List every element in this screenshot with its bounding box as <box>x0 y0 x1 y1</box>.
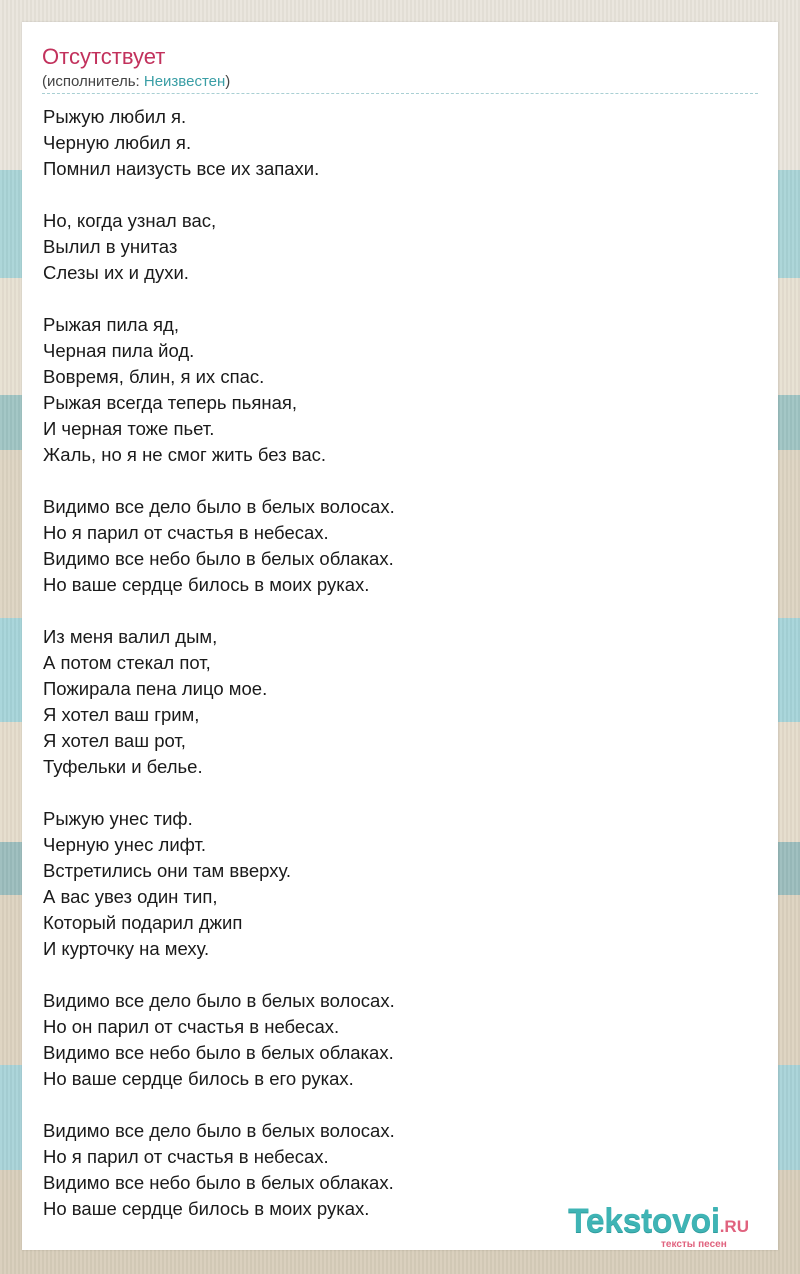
site-logo[interactable] <box>568 1204 749 1244</box>
lyrics-line: Черную любил я. <box>43 132 192 153</box>
lyrics-line: Рыжую любил я. <box>43 106 187 127</box>
lyrics-line: Встретились они там вверху. <box>43 860 291 881</box>
lyrics-stanza <box>43 494 395 598</box>
lyrics-line: Видимо все дело было в белых волосах. <box>43 1120 395 1141</box>
lyrics-line: Но ваше сердце билось в моих руках. <box>43 1198 370 1219</box>
lyrics-line: Но я парил от счастья в небесах. <box>43 522 329 543</box>
lyrics-line: Рыжую унес тиф. <box>43 808 193 829</box>
song-title: Отсутствует <box>42 44 166 69</box>
lyrics-line: Видимо все небо было в белых облаках. <box>43 1172 394 1193</box>
lyrics-stanza <box>43 104 395 182</box>
lyrics-line: Видимо все дело было в белых волосах. <box>43 496 395 517</box>
lyrics-line: Пожирала пена лицо мое. <box>43 678 268 699</box>
lyrics-line: Я хотел ваш рот, <box>43 730 186 751</box>
lyrics-line: Видимо все небо было в белых облаках. <box>43 548 394 569</box>
logo-text: Tekstovoi <box>568 1202 720 1240</box>
logo-tagline: тексты песен <box>661 1239 727 1250</box>
lyrics-line: Помнил наизусть все их запахи. <box>43 158 320 179</box>
lyrics-line: А потом стекал пот, <box>43 652 211 673</box>
lyrics-line: Вовремя, блин, я их спас. <box>43 366 265 387</box>
lyrics-line: Я хотел ваш грим, <box>43 704 200 725</box>
lyrics-card <box>22 22 778 1250</box>
lyrics-line: Но ваше сердце билось в его руках. <box>43 1068 354 1089</box>
lyrics-line: Но я парил от счастья в небесах. <box>43 1146 329 1167</box>
lyrics-line: Видимо все небо было в белых облаках. <box>43 1042 394 1063</box>
lyrics-line: Видимо все дело было в белых волосах. <box>43 990 395 1011</box>
lyrics-line: А вас увез один тип, <box>43 886 218 907</box>
lyrics-line: Черную унес лифт. <box>43 834 207 855</box>
logo-tld: .RU <box>719 1217 749 1236</box>
lyrics-stanza <box>43 624 395 780</box>
lyrics-line: Но, когда узнал вас, <box>43 210 217 231</box>
artist-suffix: ) <box>225 73 231 90</box>
lyrics-line: И курточку на меху. <box>43 938 210 959</box>
lyrics-line: Рыжая всегда теперь пьяная, <box>43 392 298 413</box>
lyrics-line: Но он парил от счастья в небесах. <box>43 1016 340 1037</box>
lyrics-line: Который подарил джип <box>43 912 243 933</box>
lyrics-stanza <box>43 1118 395 1222</box>
lyrics-line: Слезы их и духи. <box>43 262 189 283</box>
artist-line <box>42 72 230 92</box>
lyrics-stanza <box>43 312 395 468</box>
lyrics-line: Но ваше сердце билось в моих руках. <box>43 574 370 595</box>
lyrics-line: Черная пила йод. <box>43 340 195 361</box>
lyrics-line: Туфельки и белье. <box>43 756 203 777</box>
lyrics-line: И черная тоже пьет. <box>43 418 215 439</box>
header-divider <box>42 93 758 94</box>
lyrics-line: Рыжая пила яд, <box>43 314 179 335</box>
lyrics-line: Вылил в унитаз <box>43 236 178 257</box>
lyrics-line: Жаль, но я не смог жить без вас. <box>43 444 327 465</box>
lyrics-body <box>43 104 395 1248</box>
lyrics-line: Из меня валил дым, <box>43 626 218 647</box>
artist-link[interactable]: Неизвестен <box>143 73 226 90</box>
lyrics-stanza <box>43 988 395 1092</box>
lyrics-stanza <box>43 208 395 286</box>
lyrics-stanza <box>43 806 395 962</box>
artist-prefix: (исполнитель: <box>42 73 144 90</box>
